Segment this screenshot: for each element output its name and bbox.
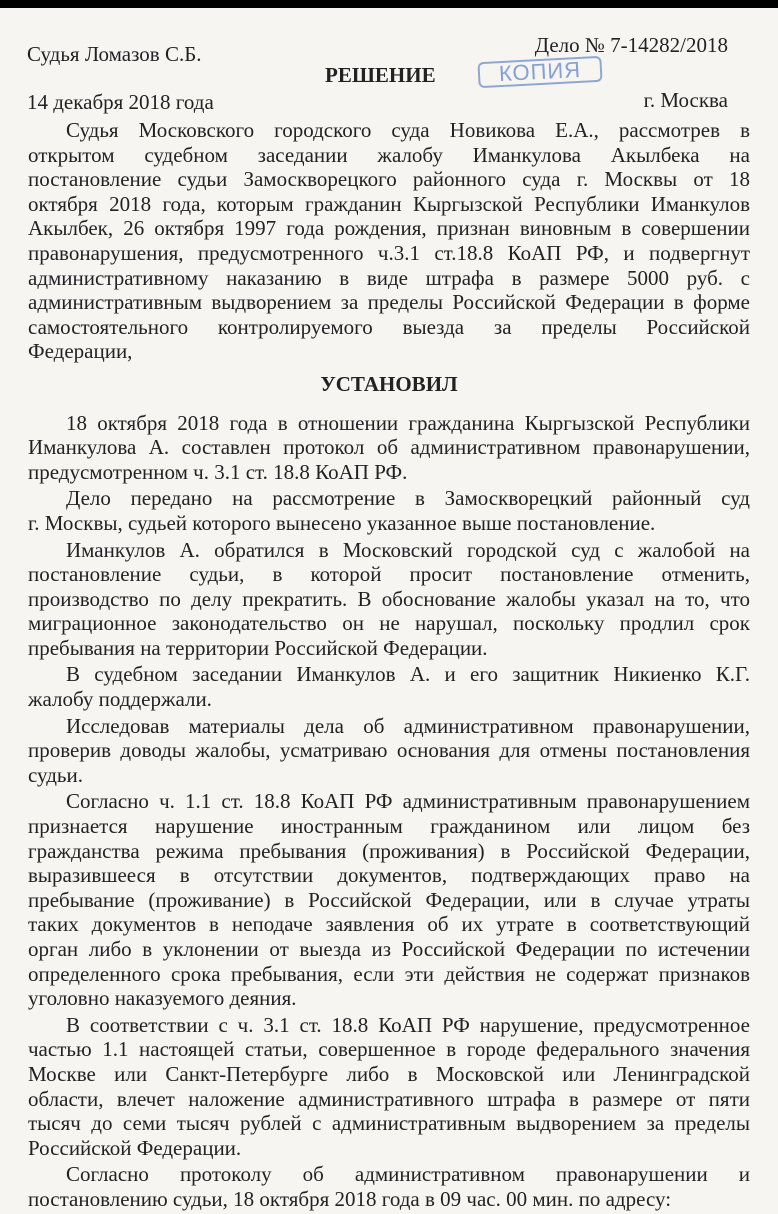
text-line: области, влечет наложение административного штрафа в размере от пяти [28,1086,750,1111]
document-body [28,118,750,1214]
text-line: В судебном заседании Иманкулов А. и его защитник Никиенко К.Г. [66,662,750,687]
text-line: проверив доводы жалобы, усматриваю основания для отмены постановления [28,738,750,763]
findings-section [28,411,750,1212]
text-line: административному наказанию в виде штрафа в размере 5000 руб. с [28,265,750,290]
paragraph [28,486,750,535]
text-line: правонарушения, предусмотренного ч.3.1 ст.18.8 КоАП РФ, и подвергнут [28,240,750,265]
text-line: жалобу поддержали. [28,687,212,712]
intro-section [28,118,750,364]
judge-name: Судья Ломазов С.Б. [27,42,202,66]
text-line: предусмотренном ч. 3.1 ст. 18.8 КоАП РФ. [28,459,408,484]
text-line: административным выдворением за пределы Российской Федерации в форме [28,290,750,315]
decision-date: 14 декабря 2018 года [27,90,214,114]
text-line: выразившееся в отсутствии документов, подтверждающих право на [28,863,750,888]
section-heading: УСТАНОВИЛ [320,371,458,396]
text-line: Москве или Санкт-Петербурге либо в Московской или Ленинградской [28,1061,750,1086]
text-line: Акылбек, 26 октября 1997 года рождения, признан виновным в совершении [28,216,750,241]
text-line: постановлению судьи, 18 октября 2018 года в 09 час. 00 мин. по адресу: [28,1186,672,1211]
text-line: самостоятельного контролируемого выезда за пределы Российской [28,314,750,339]
text-line: уголовно наказуемого деяния. [28,986,297,1011]
document-title: РЕШЕНИЕ [325,63,436,87]
text-line: постановление судьи Замоскворецкого районного суда г. Москвы от 18 [28,167,750,192]
text-line: Дело передано на рассмотрение в Замоскворецкий районный суд [66,486,750,511]
text-line: миграционное законодательство он не нарушал, поскольку продлил срок [28,611,750,636]
paragraph [28,662,750,711]
paragraph [28,538,750,661]
text-line: В соответствии с ч. 3.1 ст. 18.8 КоАП РФ нарушение, предусмотренное [66,1012,750,1037]
case-number: Дело № 7-14282/2018 [534,33,728,57]
top-black-bar [0,0,778,8]
text-line: г. Москвы, судьей которого вынесено указанное выше постановление. [28,510,656,535]
paragraph [28,1013,750,1161]
text-line: признается нарушение иностранным гражданином или лицом без [28,814,750,839]
text-line: Судья Московского городского суда Новикова Е.А., рассмотрев в [66,118,750,142]
text-line: судьи. [28,762,83,787]
text-line: гражданства режима пребывания (проживания) в Российской Федерации, [28,838,750,863]
paragraph [28,1162,750,1211]
text-line: Согласно протоколу об административном правонарушении и [66,1162,750,1187]
text-line: пребывания на территории Российской Федерации. [28,635,488,660]
text-line: определенного срока пребывания, если эти действия не содержат признаков [28,961,750,986]
copy-stamp [477,56,602,88]
city: г. Москва [643,88,728,112]
paragraph [28,789,750,1010]
text-line: частью 1.1 настоящей статьи, совершенное в городе федерального значения [28,1037,750,1062]
text-line: Российской Федерации. [28,1135,242,1160]
text-line: Иманкулов А. обратился в Московский городской суд с жалобой на [66,537,750,562]
text-line: орган либо в уклонении от выезда из Российской Федерации по истечении [28,937,750,961]
paragraph [28,714,750,788]
text-line: открытом судебном заседании жалобу Иманкулова Акылбека на [28,142,750,167]
text-line: таких документов в неподаче заявления об их утрате в соответствующий [28,912,750,937]
paragraph [28,118,750,364]
text-line: производство по делу прекратить. В обоснование жалобы указал на то, что [28,586,750,611]
text-line: Согласно ч. 1.1 ст. 18.8 КоАП РФ административным правонарушением [66,789,750,814]
text-line: Иманкулова А. составлен протокол об административном правонарушении, [28,435,750,460]
text-line: постановление судьи, в которой просит постановление отменить, [28,562,750,587]
text-line: 18 октября 2018 года в отношении гражданина Кыргызской Республики [66,410,750,435]
text-line: Федерации, [28,339,133,364]
text-line: пребывание (проживание) в Российской Федерации, или в случае утраты [28,887,750,912]
text-line: Исследовав материалы дела об административном правонарушении, [66,713,750,738]
copy-stamp-text: КОПИЯ [498,56,582,87]
paragraph [28,411,750,485]
text-line: октября 2018 года, которым гражданин Кыргызской Республики Иманкулов [28,191,750,216]
text-line: тысяч до семи тысяч рублей с административным выдворением за пределы [28,1111,750,1136]
